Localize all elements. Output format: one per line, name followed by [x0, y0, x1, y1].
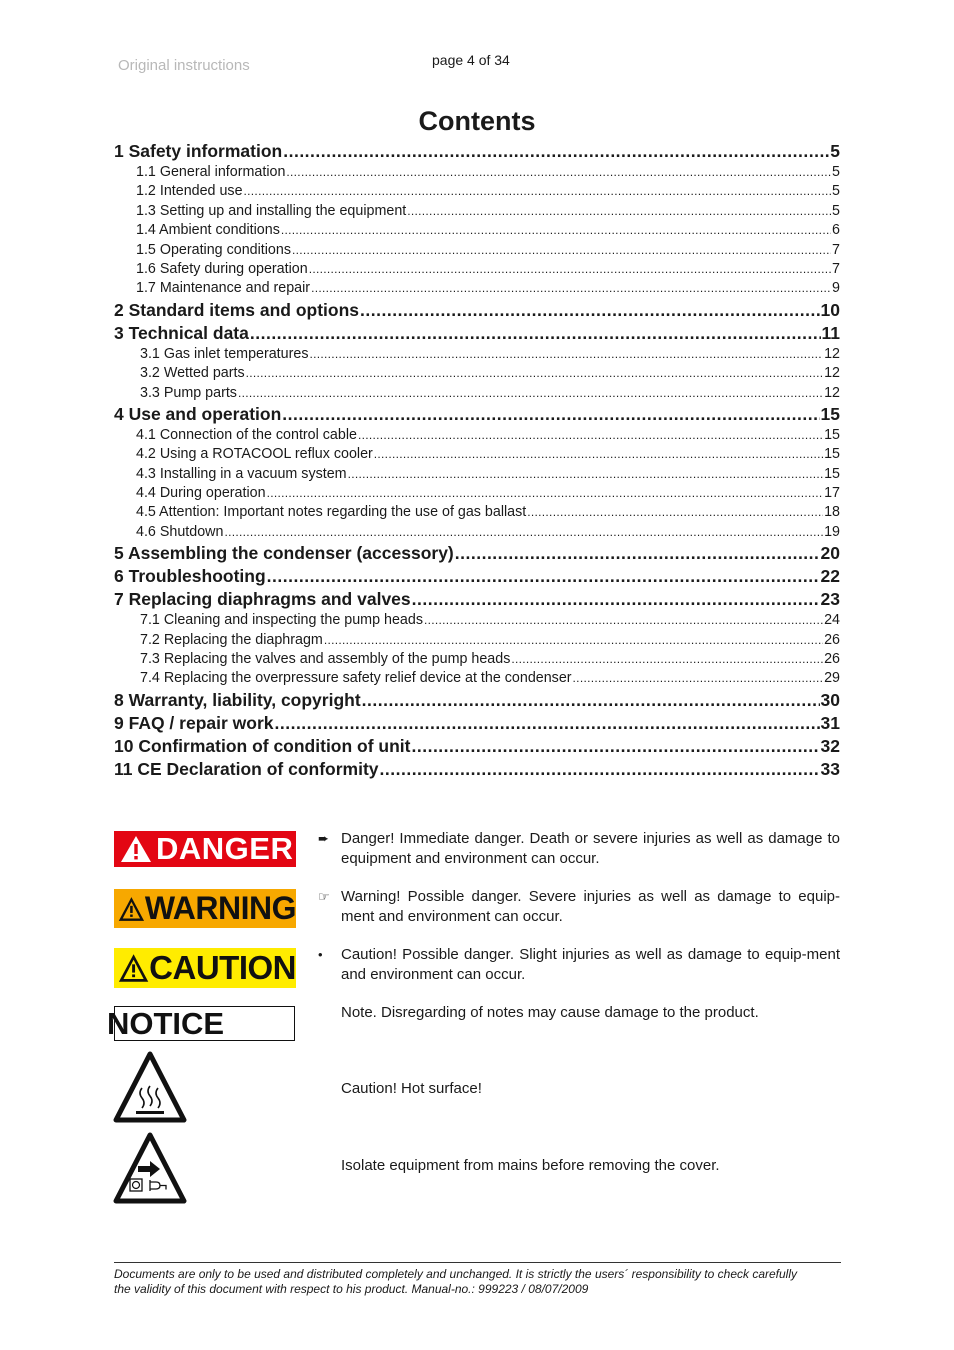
toc-leader-dots [244, 182, 832, 201]
toc-entry[interactable] [114, 384, 840, 403]
caution-sign [114, 948, 296, 988]
toc-entry-label: 4.4 During operation [136, 485, 266, 502]
footer-line-1: Documents are only to be used and distributed completely and unchanged. It is strictly the users´ responsibility to check carefully [114, 1267, 798, 1281]
toc-leader-dots [573, 669, 824, 688]
toc-entry-label: 4.3 Installing in a vacuum system [136, 465, 347, 482]
toc-leader-dots [362, 689, 820, 712]
toc-entry-label: 11 CE Declaration of conformity [114, 758, 379, 779]
toc-entry-page: 6 [832, 222, 840, 239]
toc-entry[interactable] [114, 163, 840, 182]
toc-entry-label: 4.1 Connection of the control cable [136, 426, 357, 443]
toc-entry-label: 8 Warranty, liability, copyright [114, 689, 361, 710]
toc-entry-label: 7.3 Replacing the valves and assembly of the pump heads [140, 651, 511, 668]
toc-entry[interactable] [114, 523, 840, 542]
toc-entry-page: 26 [824, 631, 840, 648]
warning-sign [114, 889, 296, 928]
legend-caution-text: Caution! Possible danger. Slight injuries as well as damage to equip-ment and environment can occur. [341, 946, 840, 983]
toc-entry-page: 20 [820, 543, 840, 564]
toc-leader-dots [283, 140, 829, 163]
notice-word: NOTICE [106, 1005, 225, 1041]
toc-entry-label: 9 FAQ / repair work [114, 712, 274, 733]
toc-entry-label: 4.6 Shutdown [136, 523, 224, 540]
toc-leader-dots [407, 202, 831, 221]
toc-entry[interactable] [114, 241, 840, 260]
toc-entry-page: 22 [820, 566, 840, 587]
toc-entry-label: 6 Troubleshooting [114, 566, 266, 587]
toc-entry-page: 7 [832, 241, 840, 258]
legend-notice-text: Note. Disregarding of notes may cause damage to the product. [341, 1004, 759, 1021]
toc-entry-page: 7 [832, 260, 840, 277]
toc-entry[interactable] [114, 260, 840, 279]
toc-leader-dots [374, 445, 823, 464]
toc-leader-dots [424, 611, 823, 630]
caution-word: CAUTION [149, 949, 296, 986]
toc-leader-dots [282, 403, 819, 426]
toc-leader-dots [360, 299, 819, 322]
toc-leader-dots [267, 484, 824, 503]
toc-entry[interactable] [114, 364, 840, 383]
toc-entry-label: 1.5 Operating conditions [136, 241, 291, 258]
toc-entry-label: 1.1 General information [136, 164, 286, 180]
toc-entry-label: 4 Use and operation [114, 403, 282, 424]
toc-entry-page: 15 [820, 403, 840, 424]
toc-entry-page: 17 [824, 485, 840, 502]
toc-entry[interactable] [114, 140, 840, 163]
toc-entry[interactable] [114, 484, 840, 503]
toc-entry-page: 5 [832, 202, 840, 219]
toc-entry-page: 15 [824, 465, 840, 482]
toc-entry-page: 18 [824, 504, 840, 521]
toc-leader-dots [412, 735, 820, 758]
toc-leader-dots [380, 758, 820, 781]
toc-leader-dots [275, 712, 820, 735]
toc-leader-dots [348, 465, 824, 484]
legend-isolate-text: Isolate equipment from mains before removing the cover. [341, 1157, 720, 1174]
toc-entry-label: 1.7 Maintenance and repair [136, 280, 311, 297]
toc-entry[interactable] [114, 322, 840, 345]
toc-entry-page: 29 [824, 670, 840, 687]
legend-notice [318, 1003, 840, 1023]
toc-entry-label: 7.4 Replacing the overpressure safety relief device at the condenser [140, 670, 572, 687]
toc-entry-page: 9 [832, 280, 840, 297]
toc-entry-label: 1.3 Setting up and installing the equipment [136, 202, 407, 219]
toc-leader-dots [246, 364, 823, 383]
toc-leader-dots [250, 322, 821, 345]
toc-entry[interactable] [114, 403, 840, 426]
toc-leader-dots [309, 260, 831, 279]
toc-leader-dots [455, 542, 820, 565]
toc-entry[interactable] [114, 465, 840, 484]
arrow-right-icon: ➨ [318, 831, 329, 846]
toc-entry[interactable] [114, 182, 840, 201]
warning-triangle-icon [118, 952, 149, 984]
toc-entry-label: 4.2 Using a ROTACOOL reflux cooler [136, 446, 373, 463]
danger-sign [114, 831, 296, 867]
toc-entry-page: 15 [824, 426, 840, 443]
toc-entry[interactable] [114, 279, 840, 298]
toc-entry[interactable] [114, 712, 840, 735]
legend-danger [318, 829, 840, 869]
toc-entry-label: 5 Assembling the condenser (accessory) [114, 543, 454, 564]
legend-hot-surface [318, 1079, 840, 1099]
toc-leader-dots [281, 221, 831, 240]
toc-entry[interactable] [114, 221, 840, 240]
toc-entry-label: 3.1 Gas inlet temperatures [140, 345, 309, 362]
toc-entry[interactable] [114, 445, 840, 464]
toc-entry-page: 31 [820, 712, 840, 733]
warning-word: WARNING [144, 890, 296, 926]
toc-entry[interactable] [114, 669, 840, 688]
toc-entry-label: 3 Technical data [114, 322, 249, 343]
toc-entry[interactable] [114, 202, 840, 221]
toc-entry[interactable] [114, 735, 840, 758]
toc-entry-label: 1 Safety information [114, 141, 283, 161]
notice-sign [106, 1005, 295, 1041]
toc-entry[interactable] [114, 650, 840, 669]
toc-entry-page: 5 [832, 183, 840, 200]
toc-entry-label: 7.1 Cleaning and inspecting the pump heads [140, 612, 423, 629]
toc-entry-label: 4.5 Attention: Important notes regarding the use of gas ballast [136, 504, 527, 521]
toc-entry-label: 1.4 Ambient conditions [136, 222, 280, 239]
toc-entry[interactable] [114, 588, 840, 611]
toc-entry-label: 7.2 Replacing the diaphragm [140, 631, 323, 648]
toc-leader-dots [527, 503, 823, 522]
toc-leader-dots [358, 426, 823, 445]
table-of-contents [114, 140, 840, 781]
toc-entry[interactable] [114, 426, 840, 445]
toc-entry-page: 23 [820, 589, 840, 610]
legend-hot-surface-text: Caution! Hot surface! [341, 1080, 482, 1097]
toc-entry-label: 2 Standard items and options [114, 299, 360, 320]
footer-line-2: the validity of this document with respect to his product. Manual-no.: 999223 / 08/07/2009 [114, 1282, 589, 1296]
footer [114, 1267, 854, 1297]
toc-entry[interactable] [114, 503, 840, 522]
toc-entry[interactable] [114, 758, 840, 781]
toc-entry-page: 24 [824, 612, 840, 629]
toc-entry[interactable] [114, 542, 840, 565]
isolate-mains-icon [112, 1131, 188, 1207]
toc-entry[interactable] [114, 611, 840, 630]
toc-entry[interactable] [114, 299, 840, 322]
toc-entry-label: 1.2 Intended use [136, 183, 243, 200]
footer-divider [114, 1262, 841, 1263]
danger-word: DANGER [156, 831, 294, 866]
toc-entry-page: 12 [824, 365, 840, 382]
toc-entry-page: 19 [824, 523, 840, 540]
toc-leader-dots [309, 345, 823, 364]
toc-leader-dots [292, 241, 831, 260]
toc-entry-page: 10 [820, 299, 840, 320]
legend-caution [318, 945, 840, 985]
toc-entry-page: 33 [820, 758, 840, 779]
toc-entry[interactable] [114, 631, 840, 650]
toc-entry-page: 32 [820, 735, 840, 756]
page-title: Contents [418, 106, 536, 136]
page-number: page 4 of 34 [432, 52, 510, 68]
legend-danger-text: Danger! Immediate danger. Death or severe injuries as well as damage to equipment and environment can occur. [341, 830, 840, 867]
toc-entry-label: 3.2 Wetted parts [140, 365, 245, 382]
toc-leader-dots [238, 384, 823, 403]
legend-warning-text: Warning! Possible danger. Severe injuries as well as damage to equip-ment and environment can occur. [341, 888, 840, 925]
warning-triangle-icon [120, 835, 152, 863]
toc-leader-dots [286, 163, 831, 182]
legend-warning [318, 887, 840, 927]
toc-entry-page: 5 [832, 164, 840, 180]
toc-entry[interactable] [114, 565, 840, 588]
toc-entry-page: 30 [820, 689, 840, 710]
toc-entry[interactable] [114, 345, 840, 364]
toc-entry-label: 3.3 Pump parts [140, 384, 237, 401]
toc-entry-label: 7 Replacing diaphragms and valves [114, 589, 411, 610]
warning-triangle-icon [118, 893, 145, 925]
toc-entry-page: 26 [824, 651, 840, 668]
legend-isolate [318, 1156, 840, 1176]
toc-entry-page: 5 [830, 141, 840, 161]
toc-entry-page: 15 [824, 446, 840, 463]
toc-leader-dots [311, 279, 831, 298]
toc-leader-dots [224, 523, 823, 542]
bullet-icon: • [318, 947, 323, 962]
toc-entry-page: 12 [824, 384, 840, 401]
toc-entry[interactable] [114, 689, 840, 712]
toc-leader-dots [324, 631, 823, 650]
toc-leader-dots [511, 650, 823, 669]
header-doc-label: Original instructions [118, 57, 250, 74]
toc-entry-label: 10 Confirmation of condition of unit [114, 735, 411, 756]
toc-leader-dots [412, 588, 820, 611]
pointing-hand-icon: ☞ [318, 889, 330, 904]
toc-entry-page: 12 [824, 345, 840, 362]
toc-entry-label: 1.6 Safety during operation [136, 260, 308, 277]
hot-surface-icon [112, 1050, 188, 1126]
toc-entry-page: 11 [821, 322, 840, 343]
toc-leader-dots [267, 565, 820, 588]
